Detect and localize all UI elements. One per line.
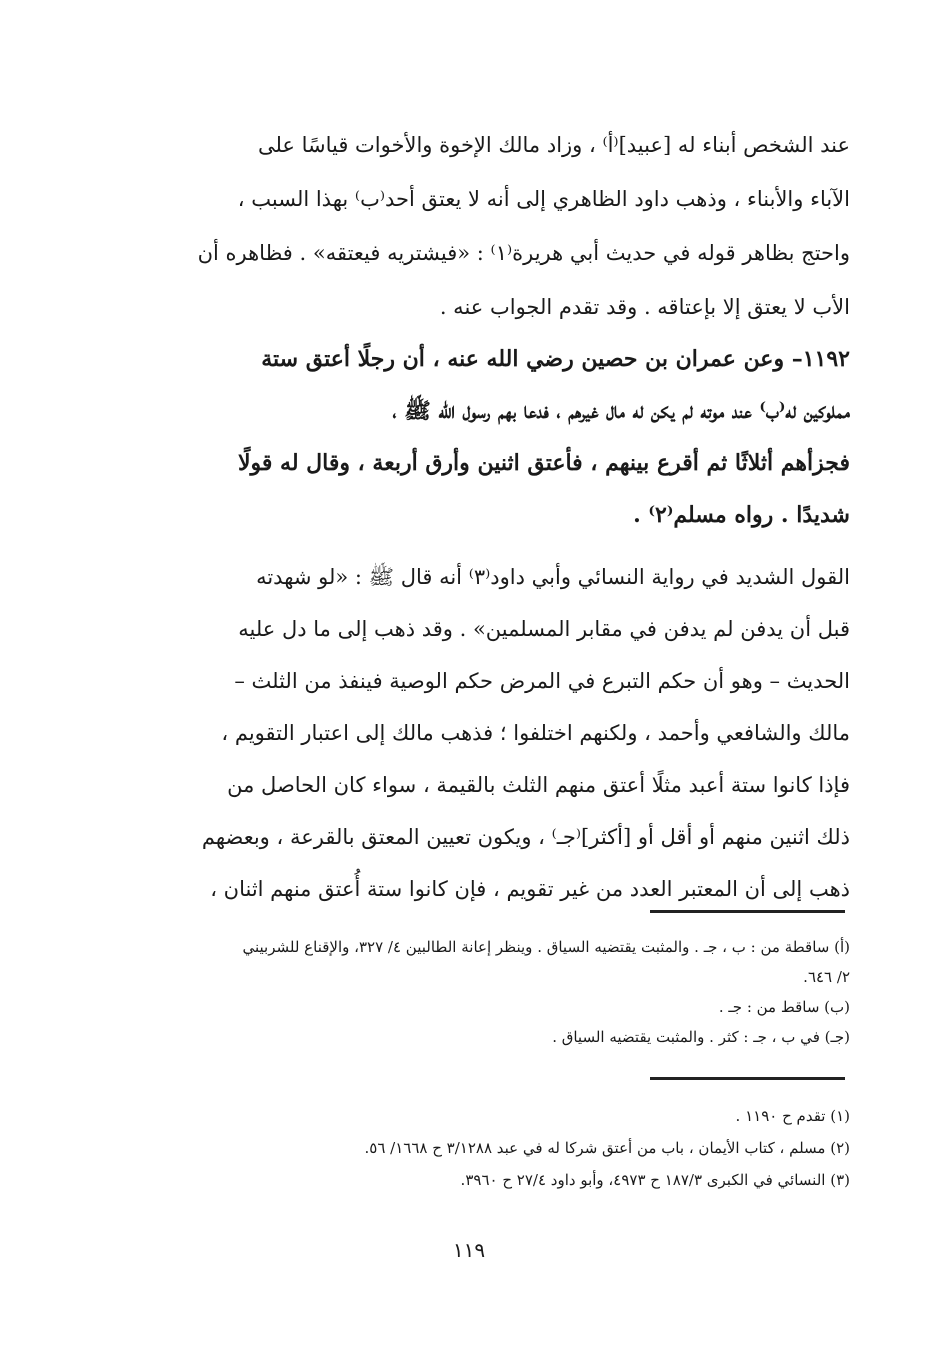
text-line: عند الشخص أبناء له [عبيد]⁽أ⁾ ، وزاد مالك الإخوة والأخوات قياسًا على (257, 133, 850, 157)
hadith-line: شديدًا . رواه مسلم⁽٢⁾ . (633, 502, 850, 528)
commentary-paragraph-1 (160, 118, 850, 334)
text-line: ذهب إلى أن المعتبر العدد من غير تقويم ، فإن كانوا ستة أُعتق منهم اثنان ، (210, 877, 850, 901)
footnote: (ب) ساقط من : جـ . (718, 998, 850, 1016)
hadith-line: فجزأهم أثلاثًا ثم أقرع بينهم ، فأعتق اثنين وأرق أربعة ، وقال له قولًا (237, 450, 850, 476)
source-footnotes (160, 1100, 850, 1196)
footnote-continuation: ٢/ ٦٤٦. (803, 968, 850, 986)
footnote-divider (650, 1077, 845, 1080)
text-line: فإذا كانوا ستة أعبد مثلًا أعتق منهم الثلث بالقيمة ، سواء كان الحاصل من (227, 773, 850, 797)
text-line: واحتج بظاهر قوله في حديث أبي هريرة⁽١⁾ : «فيشتريه فيعتقه» . فظاهره أن (197, 241, 850, 265)
footnote: (جـ) في ب ، جـ : كثر . والمثبت يقتضيه السياق . (552, 1028, 850, 1046)
variant-footnotes (160, 932, 850, 1052)
text-line: ذلك اثنين منهم أو أقل أو [أكثر]⁽جـ⁾ ، ويكون تعيين المعتق بالقرعة ، وبعضهم (201, 825, 850, 849)
page-number: ١١٩ (452, 1238, 486, 1262)
text-line: القول الشديد في رواية النسائي وأبي داود⁽٣⁾ أنه قال ﷺ : «لو شهدته (256, 565, 850, 589)
footnote: (٣) النسائي في الكبرى ١٨٧/٣ ح ٤٩٧٣، وأبو داود ٢٧/٤ ح ٣٩٦٠. (460, 1171, 850, 1189)
text-line: الحديث – وهو أن حكم التبرع في المرض حكم الوصية فينفذ من الثلث – (234, 669, 850, 693)
hadith-line: ١١٩٢– وعن عمران بن حصين رضي الله عنه ، أن رجلًا أعتق ستة (261, 346, 850, 372)
text-line: الأب لا يعتق إلا بإعتاقه . وقد تقدم الجواب عنه . (439, 295, 850, 319)
commentary-paragraph-2 (160, 551, 850, 915)
hadith-text (160, 333, 850, 541)
footnote-divider (650, 910, 845, 913)
hadith-line: مملوكين له⁽ب⁾ عند موته لم يكن له مال غيرهم ، فدعا بهم رسول الله ﷺ ، (392, 398, 850, 424)
text-line: مالك والشافعي وأحمد ، ولكنهم اختلفوا ؛ فذهب مالك إلى اعتبار التقويم ، (221, 721, 850, 745)
footnote: (١) تقدم ح ١١٩٠ . (735, 1107, 850, 1125)
text-line: الآباء والأبناء ، وذهب داود الظاهري إلى أنه لا يعتق أحد⁽ب⁾ بهذا السبب ، (237, 187, 850, 211)
footnote: (أ) ساقطة من : ب ، جـ . والمثبت يقتضيه السياق . وينظر إعانة الطالبين ٤/ ٣٢٧، والإقناع للشربيني (242, 938, 850, 956)
footnote: (٢) مسلم ، كتاب الأيمان ، باب من أعتق شركا له في عبد ٣/١٢٨٨ ح ١٦٦٨/ ٥٦. (364, 1139, 850, 1157)
text-line: قبل أن يدفن لم يدفن في مقابر المسلمين» . وقد ذهب إلى ما دل عليه (238, 617, 850, 641)
